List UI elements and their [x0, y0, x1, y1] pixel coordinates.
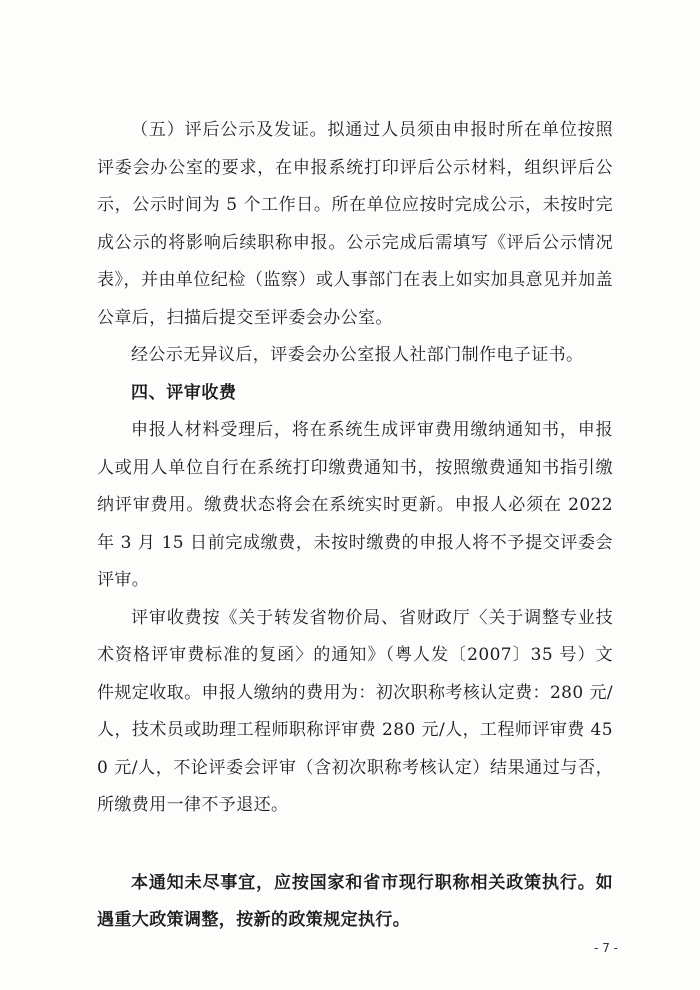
paragraph-closing-note: 本通知未尽事宜，应按国家和省市现行职称相关政策执行。如遇重大政策调整，按新的政策规定执行。 — [97, 872, 613, 930]
page-number: - 7 - — [594, 941, 618, 955]
paragraph-public-notice: （五）评后公示及发证。拟通过人员须由申报时所在单位按照评委会办公室的要求，在申报系统打印评后公示材料，组织评后公示，公示时间为 5 个工作日。所在单位应按时完成公示，未按时完成公示的将影响后续职称申报。公示完成后需填写《评后公示情况表》，并由单位纪检（监察）或人事部门在表上如实加具意见并加盖公章后，扫描后提交至评委会办公室。 — [97, 120, 613, 328]
document-body — [97, 112, 613, 940]
paragraph-spacer — [97, 825, 613, 865]
paragraph-fee-payment: 申报人材料受理后，将在系统生成评审费用缴纳通知书，申报人或用人单位自行在系统打印缴费通知书，按照缴费通知书指引缴纳评审费用。缴费状态将会在系统实时更新。申报人必须在 2022 年 3 月 15 日前完成缴费，未按时缴费的申报人将不予提交评委会评审。 — [97, 420, 613, 590]
paragraph-fee-standard: 评审收费按《关于转发省物价局、省财政厅〈关于调整专业技术资格评审费标准的复函〉的通知》（粤人发〔2007〕35 号）文件规定收取。申报人缴纳的费用为：初次职称考核认定费：280 元/人，技术员或助理工程师职称评审费 280 元/人，工程师评审费 450 元/人，不论评委会评审（含初次职称考核认定）结果通过与否，所缴费用一律不予退还。 — [97, 607, 613, 815]
section-heading-review-fees: 四、评审收费 — [131, 382, 237, 403]
paragraph-certificate: 经公示无异议后，评委会办公室报人社部门制作电子证书。 — [131, 345, 584, 365]
